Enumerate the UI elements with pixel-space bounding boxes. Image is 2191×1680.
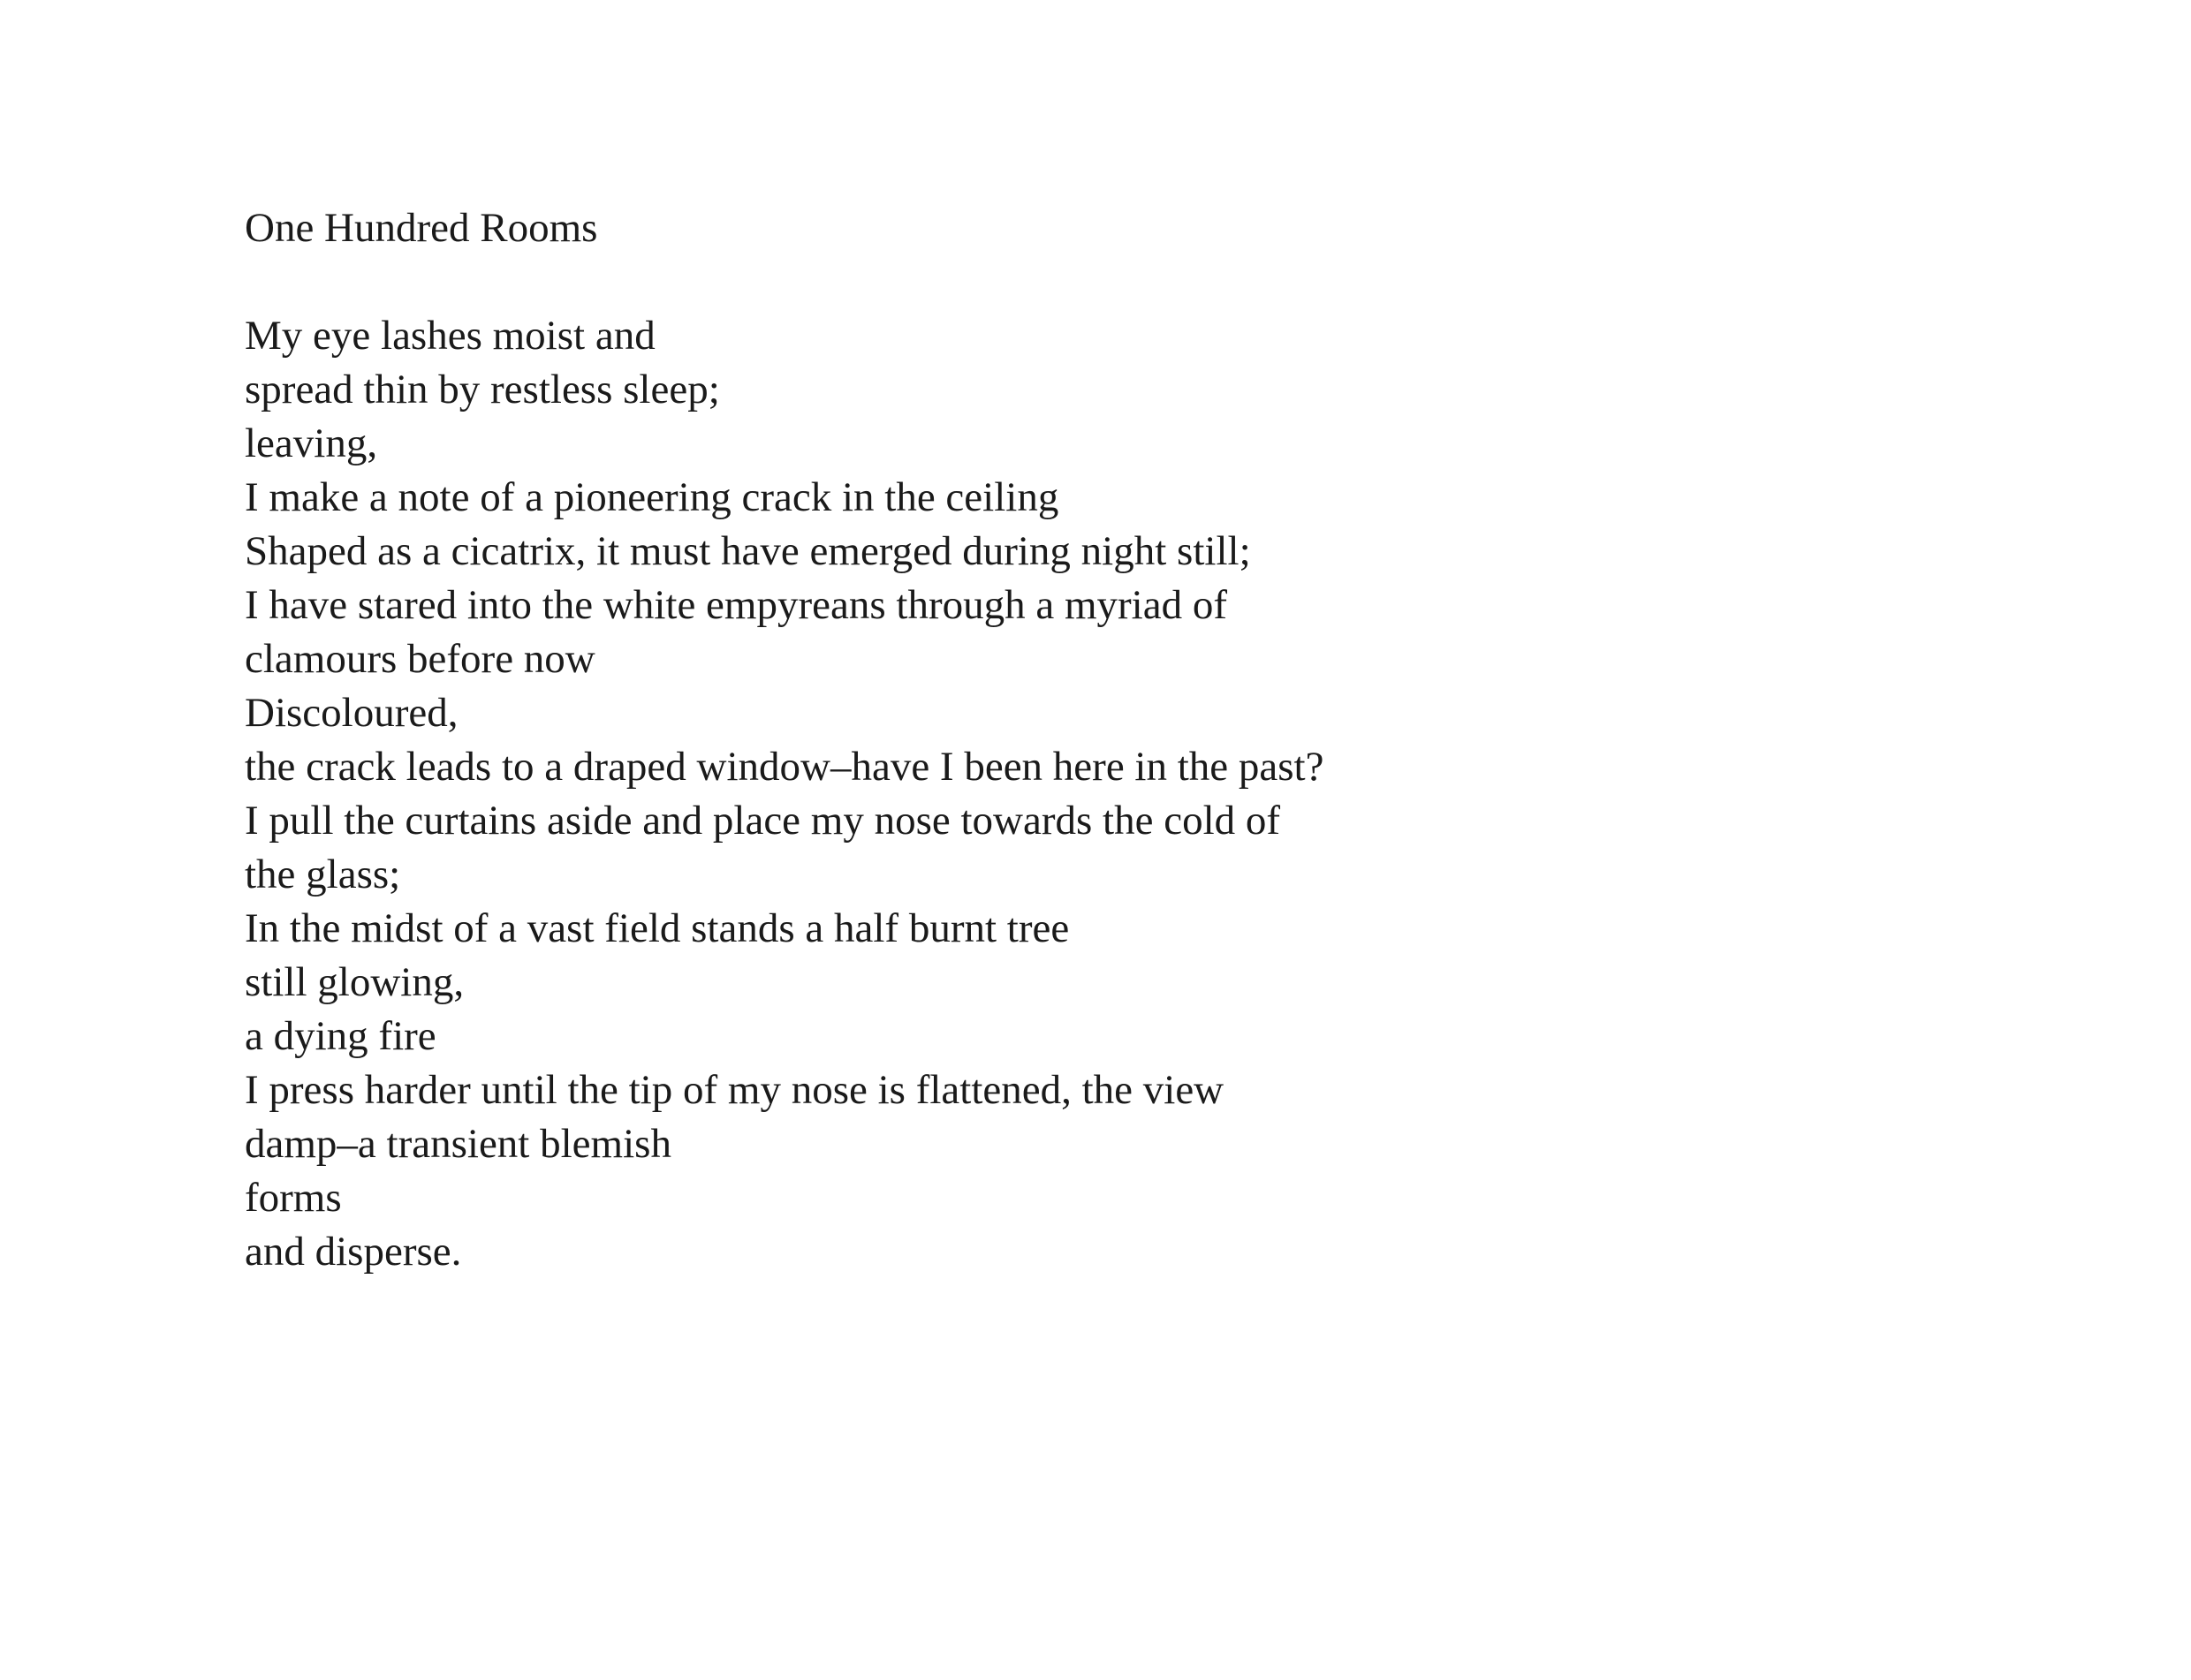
poem <box>245 201 1923 1279</box>
poem-line: I make a note of a pioneering crack in the ceiling <box>245 474 1059 520</box>
poem-line: My eye lashes moist and <box>245 313 656 359</box>
poem-title: One Hundred Rooms <box>245 205 598 251</box>
poem-line: I press harder until the tip of my nose is flattened, the view <box>245 1067 1224 1113</box>
poem-body <box>245 309 1923 1279</box>
poem-line: I have stared into the white empyreans through a myriad of <box>245 582 1227 628</box>
poem-line: In the midst of a vast field stands a half burnt tree <box>245 905 1070 951</box>
poem-line: still glowing, <box>245 959 465 1005</box>
poem-line: spread thin by restless sleep; <box>245 367 720 412</box>
poem-line: the crack leads to a draped window–have I been here in the past? <box>245 744 1324 790</box>
poem-line: damp–a transient blemish <box>245 1121 671 1167</box>
poem-line: forms <box>245 1175 342 1221</box>
poem-line: the glass; <box>245 851 401 897</box>
poem-line: Shaped as a cicatrix, it must have emerged during night still; <box>245 528 1251 574</box>
poem-line: and disperse. <box>245 1229 462 1275</box>
poem-line: clamours before now <box>245 636 595 682</box>
poem-line: Discoloured, <box>245 690 459 736</box>
poem-line: a dying fire <box>245 1013 436 1059</box>
poem-line: leaving, <box>245 420 378 466</box>
poem-line: I pull the curtains aside and place my nose towards the cold of <box>245 798 1281 844</box>
